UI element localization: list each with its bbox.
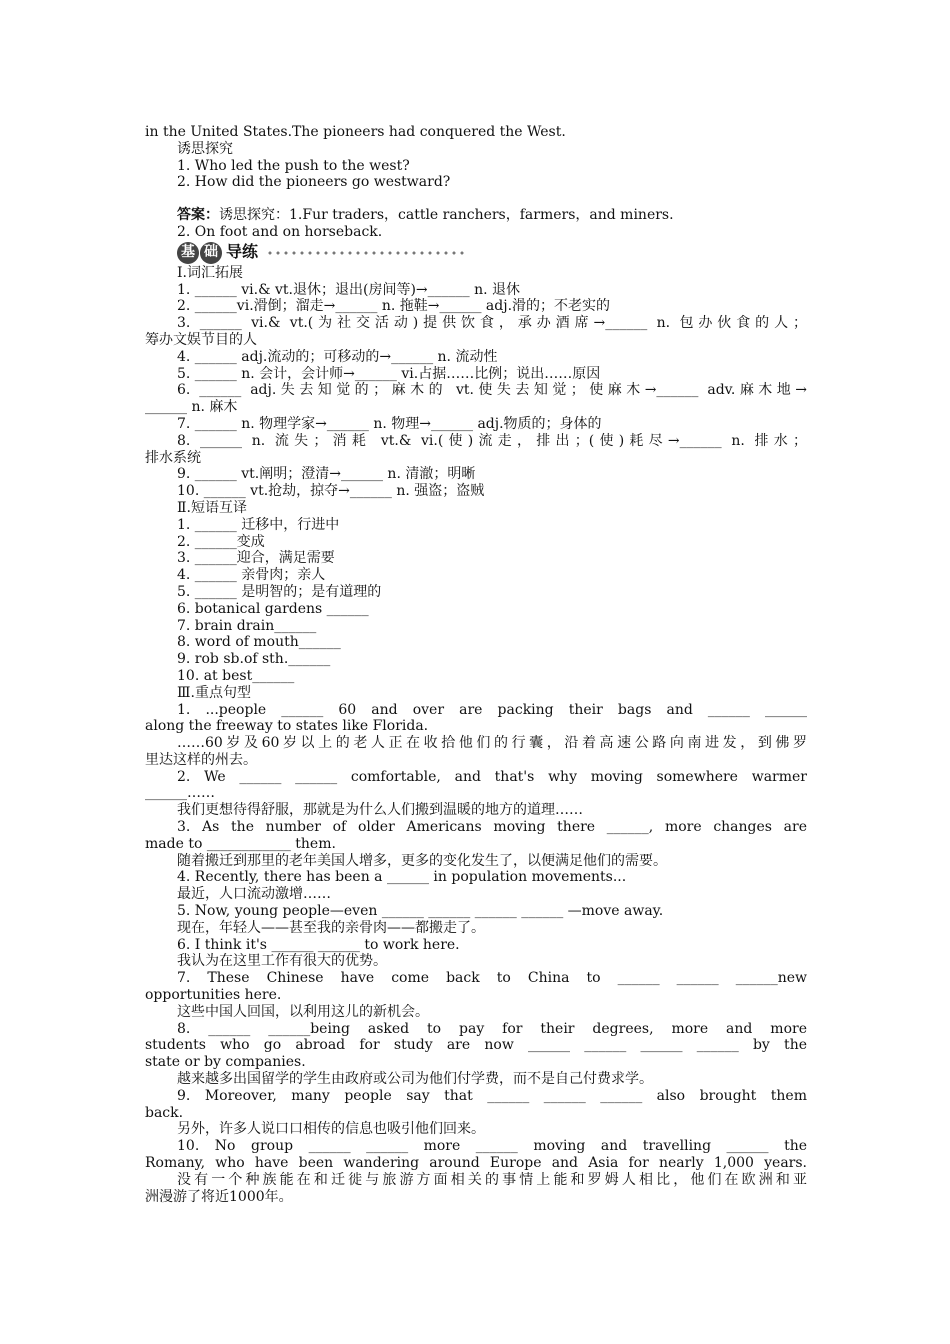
section3-line: 9. Moreover, many people say that ______ ______ ______ also brought them xyxy=(177,1087,807,1104)
section2-title: Ⅱ.短语互译 xyxy=(177,499,247,516)
section3-line: 4. Recently, there has been a ______ in population movements... xyxy=(177,869,627,886)
section3-title: Ⅲ.重点句型 xyxy=(177,684,251,701)
section1-line: 6. ______ adj.失去知觉的；麻木的 vt.使失去知觉；使麻木→______ adv.麻木地→ xyxy=(177,382,807,399)
section3-line: 我们更想待得舒服，那就是为什么人们搬到温暖的地方的道理…… xyxy=(177,802,583,819)
section1-line: 7. ______ n. 物理学家→______ n. 物理→______ adj.物质的；身体的 xyxy=(177,415,602,432)
section3-line: students who go abroad for study are now ______ ______ ______ ______ by the xyxy=(145,1037,807,1054)
section3-line: 洲漫游了将近1000年。 xyxy=(145,1188,293,1205)
intro-heading: 诱思探究 xyxy=(177,140,233,157)
section3-line: 最近，人口流动激增…… xyxy=(177,886,331,903)
section3-line: back. xyxy=(145,1104,184,1121)
section2-list xyxy=(145,517,807,685)
section2-line: 7. brain drain______ xyxy=(177,617,317,634)
section3-line: state or by companies. xyxy=(145,1054,306,1071)
section3-line: 我认为在这里工作有很大的优势。 xyxy=(177,953,387,970)
section3-line: 5. Now, young people—even ______ ______ ______ ______ —move away. xyxy=(177,903,664,920)
section3-line: 8. ______ ______being asked to pay for their degrees, more and more xyxy=(177,1020,807,1037)
section1-list xyxy=(145,282,807,500)
section3-line: 里达这样的州去。 xyxy=(145,751,257,768)
section1-line: 8. ______ n. 流失；消耗 vt.& vi.(使)流走，排出；(使)耗尽→______ n. 排水； xyxy=(177,432,807,449)
section1-line: 10. ______ vt.抢劫，掠夺→______ n. 强盗；盗贼 xyxy=(177,483,485,500)
section3-line: 10. No group ______ ______ more ______ moving and travelling ______ the xyxy=(177,1138,807,1155)
section3-line: 随着搬迁到那里的老年美国人增多，更多的变化发生了，以便满足他们的需要。 xyxy=(177,852,667,869)
section3-line: opportunities here. xyxy=(145,987,282,1004)
section2-line: 2. ______变成 xyxy=(177,533,265,550)
section1-title: Ⅰ.词汇拓展 xyxy=(177,264,243,281)
intro-question-2: 2. How did the pioneers go westward? xyxy=(177,174,451,191)
section3-line: 2. We ______ ______ comfortable, and that's why moving somewhere warmer xyxy=(177,768,807,785)
answer-text: 诱思探究：1.Fur traders，cattle ranchers，farmers，and miners. xyxy=(219,207,674,224)
intro-question-1: 1. Who led the push to the west? xyxy=(177,157,410,174)
section1-line: 筹办文娱节目的人 xyxy=(145,331,257,348)
section3-line: 7. These Chinese have come back to China to ______ ______ ______new xyxy=(177,970,807,987)
section3-line: 1. ...people ______ 60 and over are packing their bags and ______ ______ xyxy=(177,701,807,718)
section3-line: Romany, who have been wandering around Europe and Asia for nearly 1,000 years. xyxy=(145,1155,807,1172)
section1-line: 5. ______ n. 会计，会计师→______ vi.占据……比例；说出……原因 xyxy=(177,365,601,382)
section2-line: 4. ______ 亲骨肉；亲人 xyxy=(177,567,326,584)
section2-line: 3. ______迎合，满足需要 xyxy=(177,550,335,567)
section-banner xyxy=(177,241,807,265)
section3-line: made to ____________ them. xyxy=(145,835,336,852)
document-page xyxy=(145,124,807,1205)
section3-list xyxy=(145,702,807,1206)
section1-line: ______ n. 麻木 xyxy=(145,399,238,416)
banner-badge xyxy=(177,242,258,264)
section3-line: 越来越多出国留学的学生由政府或公司为他们付学费，而不是自己付费求学。 xyxy=(177,1071,653,1088)
section3-line: 另外，许多人说口口相传的信息也吸引他们回来。 xyxy=(177,1121,485,1138)
intro-line: in the United States.The pioneers had conquered the West. xyxy=(145,124,566,140)
section3-line: 3. As the number of older Americans moving there ______, more changes are xyxy=(177,819,807,836)
banner-dots-divider xyxy=(266,250,466,256)
section1-line: 排水系统 xyxy=(145,449,201,466)
section2-line: 5. ______ 是明智的；是有道理的 xyxy=(177,583,382,600)
answer-line-2: 2. On foot and on horseback. xyxy=(177,223,383,240)
section1-line: 2. ______vi.滑倒；溜走→______ n. 拖鞋→______ adj.滑的；不老实的 xyxy=(177,298,611,315)
section1-line: 9. ______ vt.阐明；澄清→______ n. 清澈；明晰 xyxy=(177,466,476,483)
section1-line: 1. ______ vi.& vt.退休；退出(房间等)→______ n. 退休 xyxy=(177,281,521,298)
section2-line: 1. ______ 迁移中，行进中 xyxy=(177,516,340,533)
section3-line: along the freeway to states like Florida. xyxy=(145,718,429,735)
banner-char-2: 础 xyxy=(200,242,222,264)
answer-line xyxy=(145,207,807,224)
answer-label: 答案： xyxy=(177,207,219,224)
section2-line: 10. at best______ xyxy=(177,667,295,684)
section2-line: 9. rob sb.of sth.______ xyxy=(177,651,331,668)
section1-line: 3. ______ vi.& vt.(为社交活动)提供饮食，承办酒席→______ n. 包办伙食的人； xyxy=(177,315,807,332)
section3-line: ______…… xyxy=(145,785,215,802)
section3-line: 没有一个种族能在和迁徙与旅游方面相关的事情上能和罗姆人相比，他们在欧洲和亚 xyxy=(177,1171,807,1188)
section3-line: 这些中国人回国，以利用这儿的新机会。 xyxy=(177,1003,429,1020)
section3-line: 现在，年轻人——甚至我的亲骨肉——都搬走了。 xyxy=(177,919,485,936)
section2-line: 8. word of mouth______ xyxy=(177,634,341,651)
banner-char-1: 基 xyxy=(177,242,199,264)
banner-text: 导练 xyxy=(226,242,259,262)
section1-line: 4. ______ adj.流动的；可移动的→______ n. 流动性 xyxy=(177,348,498,365)
section3-line: 6. I think it's ______ ______ to work here. xyxy=(177,936,460,953)
section3-line: ……60岁及60岁以上的老人正在收拾他们的行囊，沿着高速公路向南进发，到佛罗 xyxy=(177,735,807,752)
section2-line: 6. botanical gardens ______ xyxy=(177,600,369,617)
spacer xyxy=(145,191,807,207)
